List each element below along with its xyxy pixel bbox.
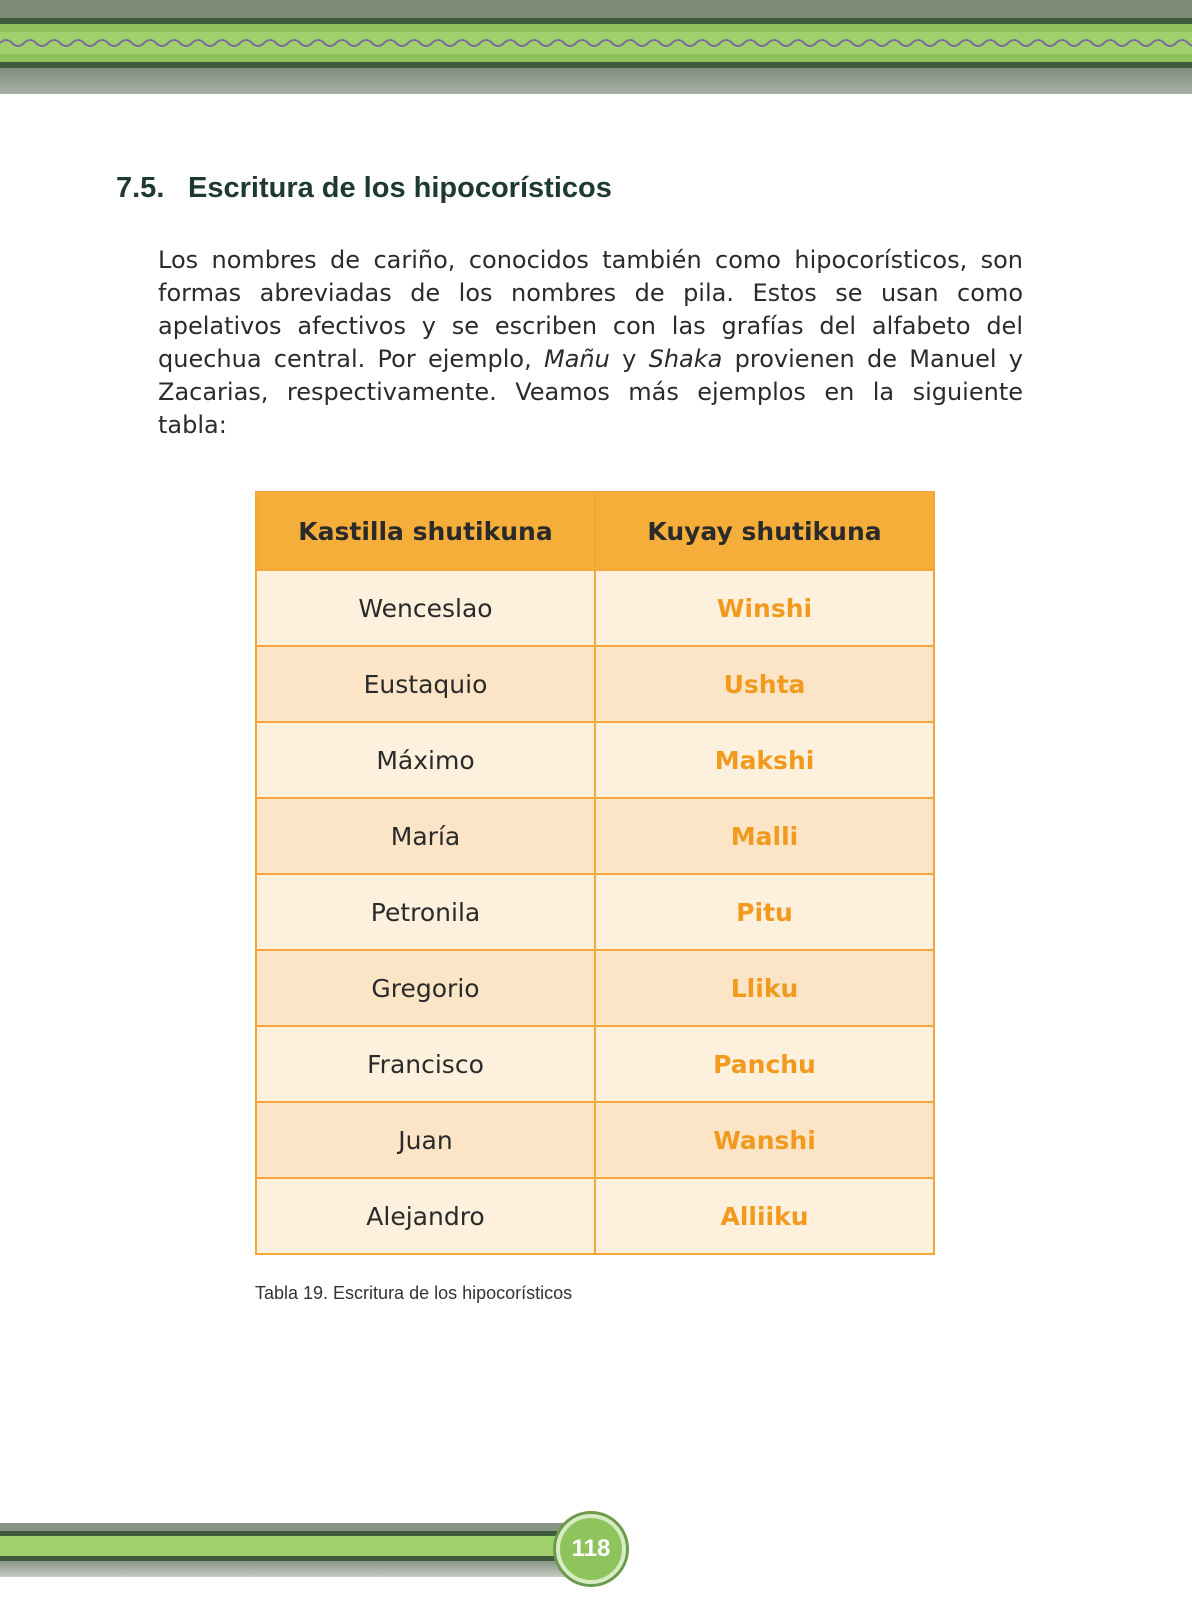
spanish-name: Alejandro [256,1178,595,1254]
example-name-1: Mañu [544,345,610,373]
spanish-name: Wenceslao [256,570,595,646]
table-header-row [256,492,934,570]
example-name-2: Shaka [648,345,723,373]
quechua-nickname: Malli [595,798,934,874]
section-title: Escritura de los hipocorísticos [188,172,612,204]
table-caption: Tabla 19. Escritura de los hipocorísticos [255,1283,573,1303]
table-row [256,1026,934,1102]
spanish-name: Gregorio [256,950,595,1026]
quechua-nickname: Makshi [595,722,934,798]
spanish-name: Petronila [256,874,595,950]
table-row [256,1178,934,1254]
section-heading [116,172,612,205]
decorative-bottom-band [0,1523,570,1579]
quechua-nickname: Winshi [595,570,934,646]
quechua-nickname: Alliiku [595,1178,934,1254]
table-row [256,874,934,950]
spanish-name: Francisco [256,1026,595,1102]
table-row [256,950,934,1026]
page-number-badge [556,1514,626,1584]
wave-pattern-icon [0,34,1192,52]
paragraph-text-2: y [609,345,649,373]
quechua-nickname: Panchu [595,1026,934,1102]
quechua-nickname: Pitu [595,874,934,950]
paragraph-text-1: Los nombres de cariño, conocidos también como hipocorísticos, son formas abreviadas de los nombres de pila. Estos se usan como apelativos afectivos y se escriben con las grafías del alfabeto del quechua central. Por ejemplo, [158,246,1023,373]
spanish-name: Juan [256,1102,595,1178]
table-row [256,570,934,646]
spanish-name: Eustaquio [256,646,595,722]
page-number: 118 [571,1535,611,1562]
spanish-name: Máximo [256,722,595,798]
table-row [256,1102,934,1178]
header-spanish-names: Kastilla shutikuna [256,492,595,570]
paragraph-text-3: provienen de Manuel y Zacarias, respectivamente. Veamos más ejemplos en la siguiente tabla: [158,345,1023,439]
spanish-name: María [256,798,595,874]
quechua-nickname: Lliku [595,950,934,1026]
quechua-nickname: Wanshi [595,1102,934,1178]
section-number: 7.5. [116,172,165,204]
nicknames-table [255,491,935,1255]
header-quechua-nicknames: Kuyay shutikuna [595,492,934,570]
intro-paragraph [158,244,1023,442]
decorative-top-band [0,0,1192,96]
table-row [256,646,934,722]
quechua-nickname: Ushta [595,646,934,722]
table-row [256,798,934,874]
table-row [256,722,934,798]
